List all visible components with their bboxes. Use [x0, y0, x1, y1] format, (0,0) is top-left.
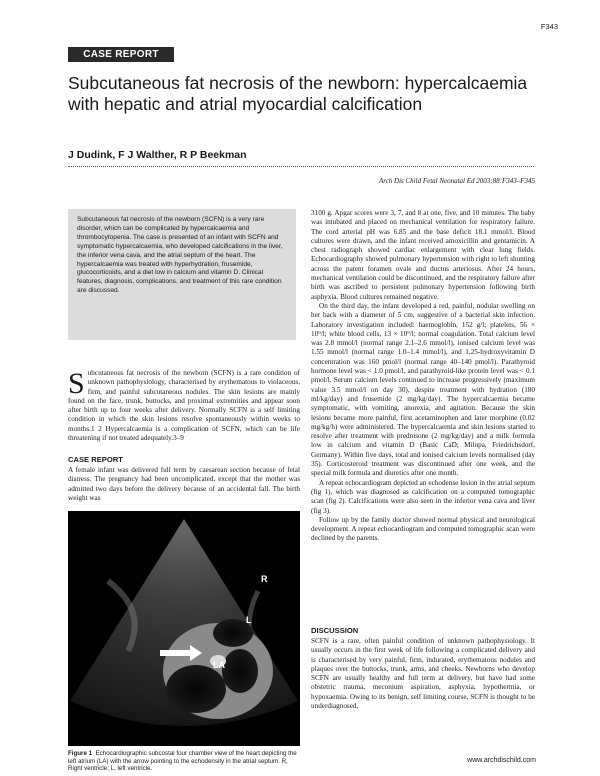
figure-caption-text: Echocardiographic subcostal four chamber view of the heart depicting the left atrium (LA) with the arrow pointing to the echodensity in the atrial septum. R, Right ventricle; L, left ventricle.: [68, 750, 297, 773]
abstract-text: Subcutaneous fat necrosis of the newborn (SCFN) is a very rare disorder, which can be complicated by hypercalcaemia and thrombocytopenia. The case is presented of an infant with SCFN and symptomatic hypercalcaemia, who developed calcifications in the liver, the inferior vena cava, and the atrial septum of the heart. The hypercalcaemia was treated with hyperhydration, frusemide, glucocorticoids, and a diet low in calcium and vitamin D. Clinical features, diagnosis, complications, and treatment of this rare condition are discussed.: [77, 216, 283, 295]
case-report-paragraph: A female infant was delivered full term by caesarean section because of fetal distress. The pregnancy had been uncomplicated, except that the mother was admitted two days before the delivery because of an accidental fall. The birth weight was: [68, 466, 300, 502]
intro-text: ubcutaneous fat necrosis of the newborn (SCFN) is a rare condition of unknown pathophysiology, characterised by erythematous to violaceous, firm, and painful subcutaneous nodules. The skin lesions are mainly found on the face, trunk, buttocks, and proximal extremities and appear soon after birth up to four weeks after delivery. Normally SCFN is a self limiting condition in which the skin lesions resolve spontaneously within weeks to months.1 2 Hypercalcaemia is a complication of SCFN, which can be life threatening if not treated adequately.3–9: [68, 369, 300, 443]
intro-section: [68, 369, 300, 443]
journal-url: www.archdischild.com: [467, 757, 536, 764]
article-title: Subcutaneous fat necrosis of the newborn: hypercalcaemia with hepatic and atrial myocardial calcification: [68, 73, 528, 114]
discussion-heading: DISCUSSION: [311, 626, 359, 635]
case-report-continued: [311, 209, 535, 544]
label-la: LA: [213, 660, 225, 670]
figure-caption-label: Figure 1: [68, 750, 93, 757]
label-l: L: [246, 615, 252, 625]
echocardiogram-figure: [68, 511, 300, 746]
discussion-section: [311, 637, 535, 711]
echocardiogram-image: [68, 511, 300, 746]
section-label: CASE REPORT: [68, 47, 174, 62]
authors: J Dudink, F J Walther, R P Beekman: [68, 149, 247, 161]
left-atrium-cavity: [166, 665, 226, 713]
paragraph-echocardiogram: A repeat echocardiogram depicted an echodense lesion in the atrial septum (fig 1), which was diagnosed as calcification on a computed tomographic scan (fig 2). Calcifications were also seen in the inferior vena cava and liver (fig 3).: [311, 478, 535, 515]
label-r: R: [261, 574, 268, 584]
drop-cap: S: [68, 367, 85, 400]
figure-caption: [68, 750, 300, 773]
title-divider: [68, 166, 534, 167]
citation: Arch Dis Child Fetal Neonatal Ed 2003;88:F343–F345: [378, 177, 535, 185]
case-report-text: [68, 466, 300, 503]
paragraph-clinical-course: 3100 g. Apgar scores were 3, 7, and 8 at one, five, and 10 minutes. The baby was intubated and placed on mechanical ventilation for respiratory failure. The cord arterial pH was 6.85 and the base deficit 18.1 mmol/l. Blood cultures were drawn, and the infant received amoxicillin and gentamicin. A chest radiograph showed cardiac enlargement with clear lung fields. Echocardiography showed pulmonary hypertension with right to left shunting across the patent foramen ovale and ductus arteriosus. After 24 hours, mechanical ventilation could be discontinued, and the respiratory failure after birth was ascribed to persistent pulmonary hypertension following birth asphyxia. Blood cultures remained negative.: [311, 209, 535, 301]
discussion-text: SCFN is a rare, often painful condition of unknown pathophysiology. It usually occurs in the first week of life following a complicated delivery and is characterised by very painful, firm, indurated, erythematous nodules and plaques over the buttocks, trunk, arms, and cheeks. Newborns who develop SCFN are usually healthy and full term at delivery, but have had some obstetric trauma, meconium aspiration, asphyxia, hypothermia, or hypoxaemia. Owing to its benign, self limiting course, SCFN is thought to be underdiagnosed,: [311, 637, 535, 711]
left-ventricle-cavity: [222, 649, 258, 693]
page-number: F343: [540, 22, 558, 31]
case-report-heading: CASE REPORT: [68, 455, 123, 464]
paragraph-follow-up: Follow up by the family doctor showed normal physical and neurological development. A repeat echocardiogram and computed tomographic scan were declined by the parents.: [311, 515, 535, 543]
paragraph-laboratory: On the third day, the infant developed a red, painful, nodular swelling on her back with a diameter of 5 cm, suggestive of a bacterial skin infection. Laboratory investigation included: haemoglobin, 152 g/l; platelets, 56 × 10⁹/l; white blood cells, 13 × 10⁹/l; normal coagulation. Total calcium level was 2.8 mmol/l (normal range 2.1–2.6 mmol/l), ionised calcium level was 1.55 mmol/l (normal range 1.0–1.4 mmol/l), and 1,25-hydroxyvitamin D concentration was 160 pmol/l (normal range 40–140 pmol/l). Parathyroid hormone level was < 1.0 pmol/l, and parathyroid-like protein level was < 0.1 pmol/l. Serum calcium levels continued to increase progressively (maximum value 3.5 mmol/l on day 30), despite treatment with hydration (180 ml/kg/day) and frusemide (2 mg/kg/day). The hypercalcaemia became symptomatic, with vomiting, anorexia, and agitation. Because the skin lesions became more painful, first acetaminophen and later morphine (0.02 mg/kg/h) were administered. The hypercalcaemia and skin lesions started to resolve after treatment with prednisone (2 mg/kg/day) and a milk formula low in calcium and vitamin D (Basic CaD; Milupa, Friedrichsdorf, Germany). Within five days, total and ionised calcium levels normalised (day 35). Corticosteroid treatment was discontinued after one week, and the special milk formula and diuretics after one month.: [311, 301, 535, 478]
